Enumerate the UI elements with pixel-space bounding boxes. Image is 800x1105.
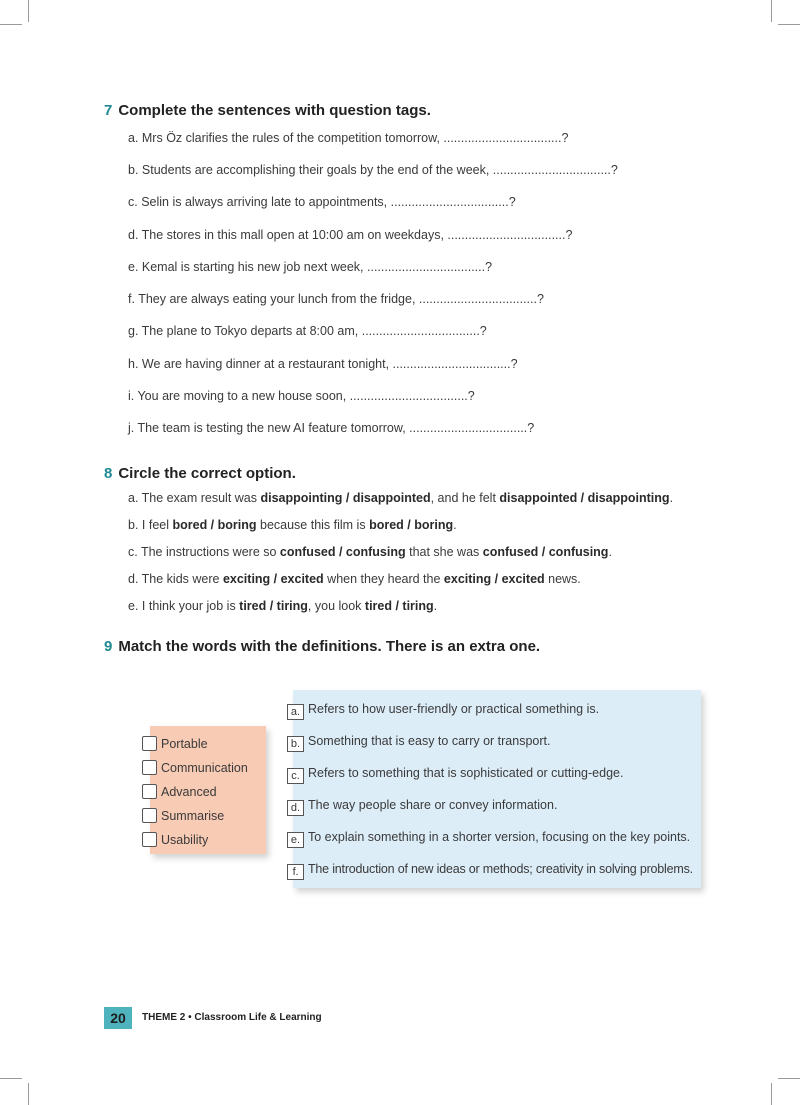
sentence-part: that she was <box>405 545 483 559</box>
option-pair[interactable]: bored / boring <box>369 518 454 532</box>
crop-mark <box>778 24 800 25</box>
answer-checkbox[interactable] <box>142 736 157 751</box>
option-pair[interactable]: disappointing / disappointed <box>260 491 431 505</box>
definition-letter: a. <box>287 704 304 720</box>
question-tag-item: a. Mrs Öz clarifies the rules of the competition tomorrow, ..................................? <box>128 131 569 145</box>
crop-mark <box>0 24 22 25</box>
option-pair[interactable]: tired / tiring <box>364 599 434 613</box>
crop-mark <box>778 1078 800 1079</box>
sentence-part: b. I feel <box>128 518 173 532</box>
definition-text: To explain something in a shorter version, focusing on the key points. <box>308 830 691 844</box>
sentence-part: . <box>453 518 457 532</box>
definition-item <box>287 798 557 816</box>
word-item <box>142 808 224 823</box>
definition-item <box>287 702 599 720</box>
circle-option-item <box>128 599 437 613</box>
exercise-9-title <box>104 638 540 655</box>
sentence-part: . <box>433 599 438 613</box>
question-tag-item: j. The team is testing the new AI feature tomorrow, ..................................? <box>128 421 535 435</box>
definition-letter: d. <box>287 800 304 816</box>
definition-text: The way people share or convey information. <box>308 798 558 812</box>
definition-text: Refers to how user-friendly or practical something is. <box>308 702 600 716</box>
word-label: Portable <box>161 737 208 751</box>
exercise-8-title <box>104 465 296 482</box>
sentence-part: , and he felt <box>430 491 500 505</box>
exercise-instruction: Match the words with the definitions. There is an extra one. <box>118 638 541 655</box>
question-tag-item: h. We are having dinner at a restaurant tonight, ..................................? <box>128 357 518 371</box>
question-tag-item: c. Selin is always arriving late to appointments, ..................................? <box>128 195 516 209</box>
circle-option-item <box>128 518 457 532</box>
circle-option-item <box>128 491 673 505</box>
definition-item <box>287 766 623 784</box>
sentence-part: , you look <box>307 599 365 613</box>
answer-checkbox[interactable] <box>142 808 157 823</box>
exercise-number: 9 <box>104 638 113 655</box>
word-item <box>142 736 208 751</box>
definition-letter: b. <box>287 736 304 752</box>
option-pair[interactable]: exciting / excited <box>222 572 324 586</box>
sentence-part: . <box>669 491 674 505</box>
definition-text: Something that is easy to carry or transport. <box>308 734 551 748</box>
question-tag-item: b. Students are accomplishing their goals by the end of the week, ..................................? <box>128 163 618 177</box>
option-pair[interactable]: tired / tiring <box>239 599 308 613</box>
sentence-part: c. The instructions were so <box>128 545 280 559</box>
word-item <box>142 760 248 775</box>
sentence-part: . <box>608 545 612 559</box>
word-label: Summarise <box>161 809 225 823</box>
exercise-number: 8 <box>104 465 113 482</box>
option-pair[interactable]: bored / boring <box>172 518 257 532</box>
definition-text: Refers to something that is sophisticated or cutting-edge. <box>308 766 624 780</box>
exercise-7-title <box>104 102 431 119</box>
word-label: Communication <box>161 761 248 775</box>
circle-option-item <box>128 572 581 586</box>
option-pair[interactable]: exciting / excited <box>443 572 545 586</box>
question-tag-item: f. They are always eating your lunch from the fridge, ..................................? <box>128 292 544 306</box>
crop-mark <box>28 1083 29 1105</box>
definition-letter: c. <box>287 768 304 784</box>
option-pair[interactable]: confused / confusing <box>482 545 609 559</box>
sentence-part: d. The kids were <box>128 572 223 586</box>
sentence-part: news. <box>544 572 581 586</box>
word-item <box>142 832 208 847</box>
definition-item <box>287 862 693 880</box>
circle-option-item <box>128 545 612 559</box>
exercise-instruction: Complete the sentences with question tags. <box>118 102 431 119</box>
answer-checkbox[interactable] <box>142 760 157 775</box>
sentence-part: when they heard the <box>323 572 444 586</box>
definition-letter: e. <box>287 832 304 848</box>
definition-item <box>287 734 550 752</box>
definition-item <box>287 830 690 848</box>
word-label: Usability <box>161 833 209 847</box>
exercise-number: 7 <box>104 102 113 119</box>
theme-label: THEME 2 • Classroom Life & Learning <box>142 1012 322 1023</box>
crop-mark <box>771 1083 772 1105</box>
option-pair[interactable]: confused / confusing <box>279 545 406 559</box>
definition-letter: f. <box>287 864 304 880</box>
word-label: Advanced <box>161 785 217 799</box>
question-tag-item: e. Kemal is starting his new job next week, ..................................? <box>128 260 493 274</box>
question-tag-item: d. The stores in this mall open at 10:00 am on weekdays, ..................................? <box>128 228 573 242</box>
crop-mark <box>771 0 772 22</box>
question-tag-item: i. You are moving to a new house soon, ..................................? <box>128 389 475 403</box>
sentence-part: e. I think your job is <box>128 599 240 613</box>
crop-mark <box>28 0 29 22</box>
sentence-part: because this film is <box>256 518 370 532</box>
crop-mark <box>0 1078 22 1079</box>
option-pair[interactable]: disappointed / disappointing <box>499 491 670 505</box>
page-number: 20 <box>104 1007 132 1029</box>
exercise-instruction: Circle the correct option. <box>118 465 296 482</box>
sentence-part: a. The exam result was <box>128 491 261 505</box>
question-tag-item: g. The plane to Tokyo departs at 8:00 am, ..................................? <box>128 324 487 338</box>
answer-checkbox[interactable] <box>142 832 157 847</box>
answer-checkbox[interactable] <box>142 784 157 799</box>
definition-text: The introduction of new ideas or methods; creativity in solving problems. <box>308 862 693 876</box>
word-item <box>142 784 217 799</box>
